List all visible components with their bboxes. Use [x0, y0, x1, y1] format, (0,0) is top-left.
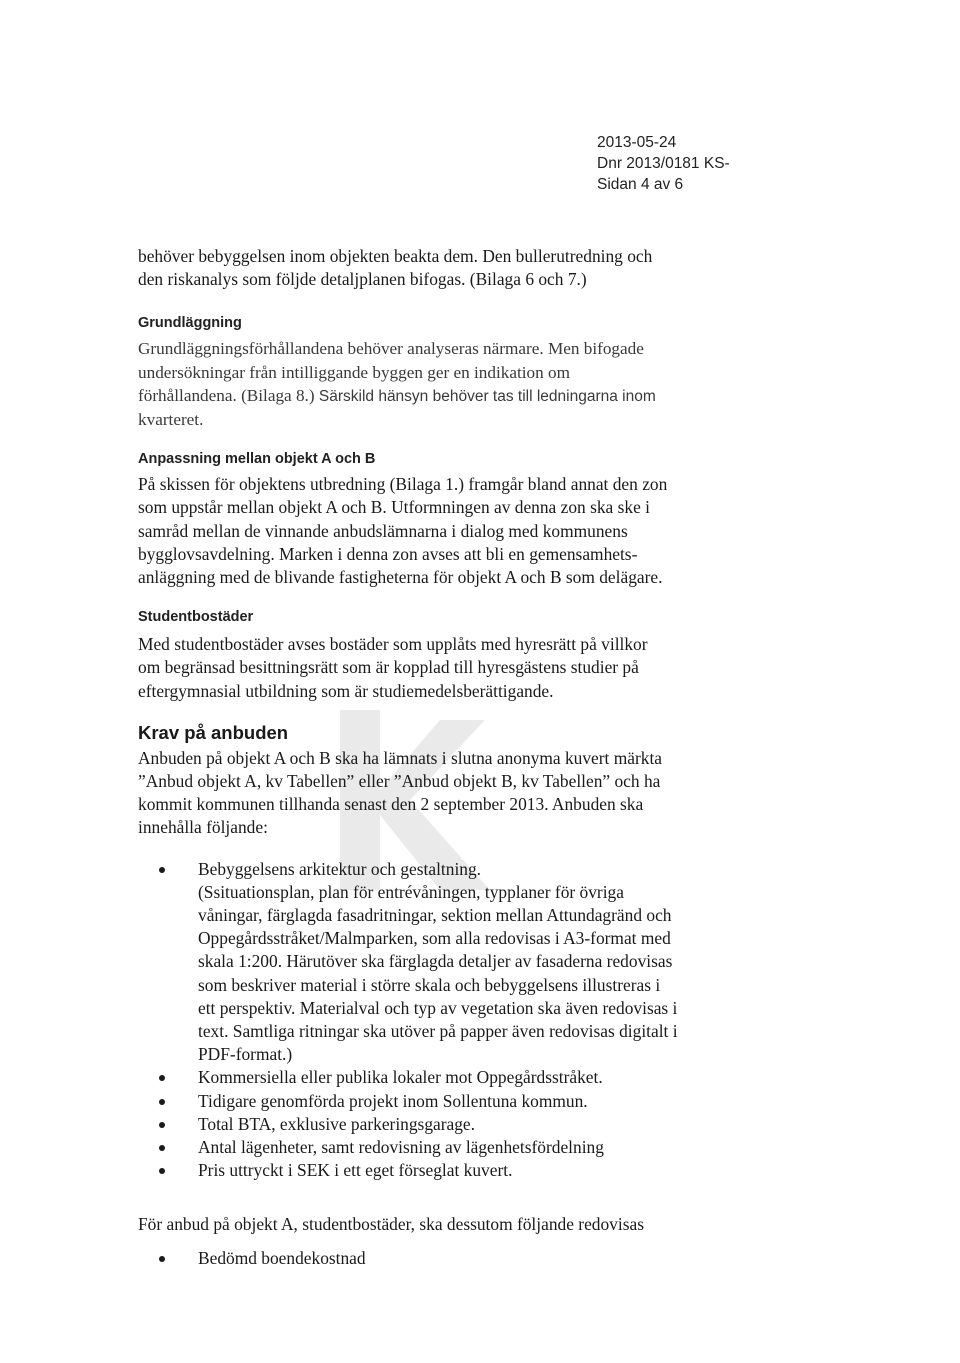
studentbostader-paragraph [138, 633, 778, 703]
list-item [138, 858, 778, 1067]
text-line: ”Anbud objekt A, kv Tabellen” eller ”Anbud objekt B, kv Tabellen” och ha [138, 771, 661, 792]
bullet-icon [159, 1075, 165, 1081]
text-line: kommit kommunen tillhanda senast den 2 september 2013. Anbuden ska [138, 794, 644, 815]
document-body [138, 245, 778, 1270]
text-line: Pris uttryckt i SEK i ett eget förseglat kuvert. [198, 1160, 513, 1181]
intro-paragraph [138, 245, 778, 291]
text-line: kvarteret. [138, 410, 204, 430]
text-line: Total BTA, exklusive parkeringsgarage. [198, 1113, 476, 1134]
bullet-icon [159, 1099, 165, 1105]
text-line: (Ssituationsplan, plan för entrévåningen, typplaner för övriga [198, 881, 624, 902]
document-reference: Dnr 2013/0181 KS- [597, 155, 730, 172]
list-item [138, 1136, 778, 1159]
text-line: våningar, färglagda fasadritningar, sektion mellan Attundagränd och [198, 905, 672, 926]
bullet-icon [159, 1168, 165, 1174]
text-line: bygglovsavdelning. Marken i denna zon avses att bli en gemensamhets- [138, 543, 638, 564]
text-line: anläggning med de blivande fastigheterna för objekt A och B som delägare. [138, 567, 663, 588]
text-line: som beskriver material i större skala och bebyggelsens illustreras i [198, 974, 661, 995]
text-line: undersökningar från intilliggande byggen ger en indikation om [138, 362, 570, 382]
text-run: Särskild hänsyn behöver tas till ledningarna inom [314, 387, 656, 405]
bullet-icon [159, 1145, 165, 1151]
list-item [138, 1113, 778, 1136]
krav-bullet-list [138, 858, 778, 1183]
section-heading-krav: Krav på anbuden [138, 721, 289, 743]
text-line: skala 1:200. Härutöver ska färglagda detaljer av fasaderna redovisas [198, 951, 673, 972]
list-item [138, 1159, 778, 1182]
bullet-icon [159, 867, 165, 873]
document-header [597, 132, 730, 195]
text-line: som uppstår mellan objekt A och B. Utformningen av denna zon ska ske i [138, 497, 650, 518]
text-line: Med studentbostäder avses bostäder som upplåts med hyresrätt på villkor [138, 634, 648, 655]
text-line: Bebyggelsens arkitektur och gestaltning. [198, 858, 482, 879]
krav-paragraph [138, 747, 778, 840]
text-line: innehålla följande: [138, 817, 268, 838]
text-line: För anbud på objekt A, studentbostäder, ska dessutom följande redovisas [138, 1213, 644, 1234]
text-line: PDF-format.) [198, 1044, 293, 1065]
document-date: 2013-05-24 [597, 134, 677, 151]
text-line: Tidigare genomförda projekt inom Sollentuna kommun. [198, 1090, 588, 1111]
objekt-a-paragraph [138, 1213, 778, 1236]
anpassning-paragraph [138, 473, 778, 589]
text-line [138, 384, 778, 408]
page-number: Sidan 4 av 6 [597, 176, 684, 193]
text-line: På skissen för objektens utbredning (Bilaga 1.) framgår bland annat den zon [138, 474, 668, 495]
text-line: samråd mellan de vinnande anbudslämnarna i dialog med kommunens [138, 520, 628, 541]
text-line: om begränsad besittningsrätt som är kopplad till hyresgästens studier på [138, 657, 639, 678]
list-item [138, 1066, 778, 1089]
text-run: förhållandena. (Bilaga 8.) [138, 385, 315, 405]
bullet-icon [159, 1122, 165, 1128]
text-line: text. Samtliga ritningar ska utöver på papper även redovisas digitalt i [198, 1021, 678, 1042]
text-line: Antal lägenheter, samt redovisning av lägenhetsfördelning [198, 1137, 604, 1158]
objekt-a-bullet-list [138, 1247, 778, 1270]
text-line: Grundläggningsförhållandena behöver analyseras närmare. Men bifogade [138, 339, 644, 359]
text-line: Kommersiella eller publika lokaler mot Oppegårdsstråket. [198, 1067, 603, 1088]
text-line: den riskanalys som följde detaljplanen bifogas. (Bilaga 6 och 7.) [138, 269, 587, 290]
text-line: Anbuden på objekt A och B ska ha lämnats i slutna anonyma kuvert märkta [138, 747, 663, 768]
list-item [138, 1247, 778, 1270]
section-heading-grundlaggning: Grundläggning [138, 315, 242, 332]
text-line: behöver bebyggelsen inom objekten beakta dem. Den bullerutredning och [138, 246, 653, 266]
text-line: eftergymnasial utbildning som är studiemedelsberättigande. [138, 680, 554, 701]
list-item [138, 1090, 778, 1113]
section-heading-anpassning: Anpassning mellan objekt A och B [138, 451, 376, 468]
text-line: ett perspektiv. Materialval och typ av vegetation ska även redovisas i [198, 997, 678, 1018]
text-line: Bedömd boendekostnad [198, 1247, 366, 1268]
grundlaggning-paragraph [138, 337, 778, 431]
text-line: Oppegårdsstråket/Malmparken, som alla redovisas i A3-format med [198, 928, 671, 949]
bullet-icon [159, 1256, 165, 1262]
section-heading-studentbostader: Studentbostäder [138, 609, 254, 626]
